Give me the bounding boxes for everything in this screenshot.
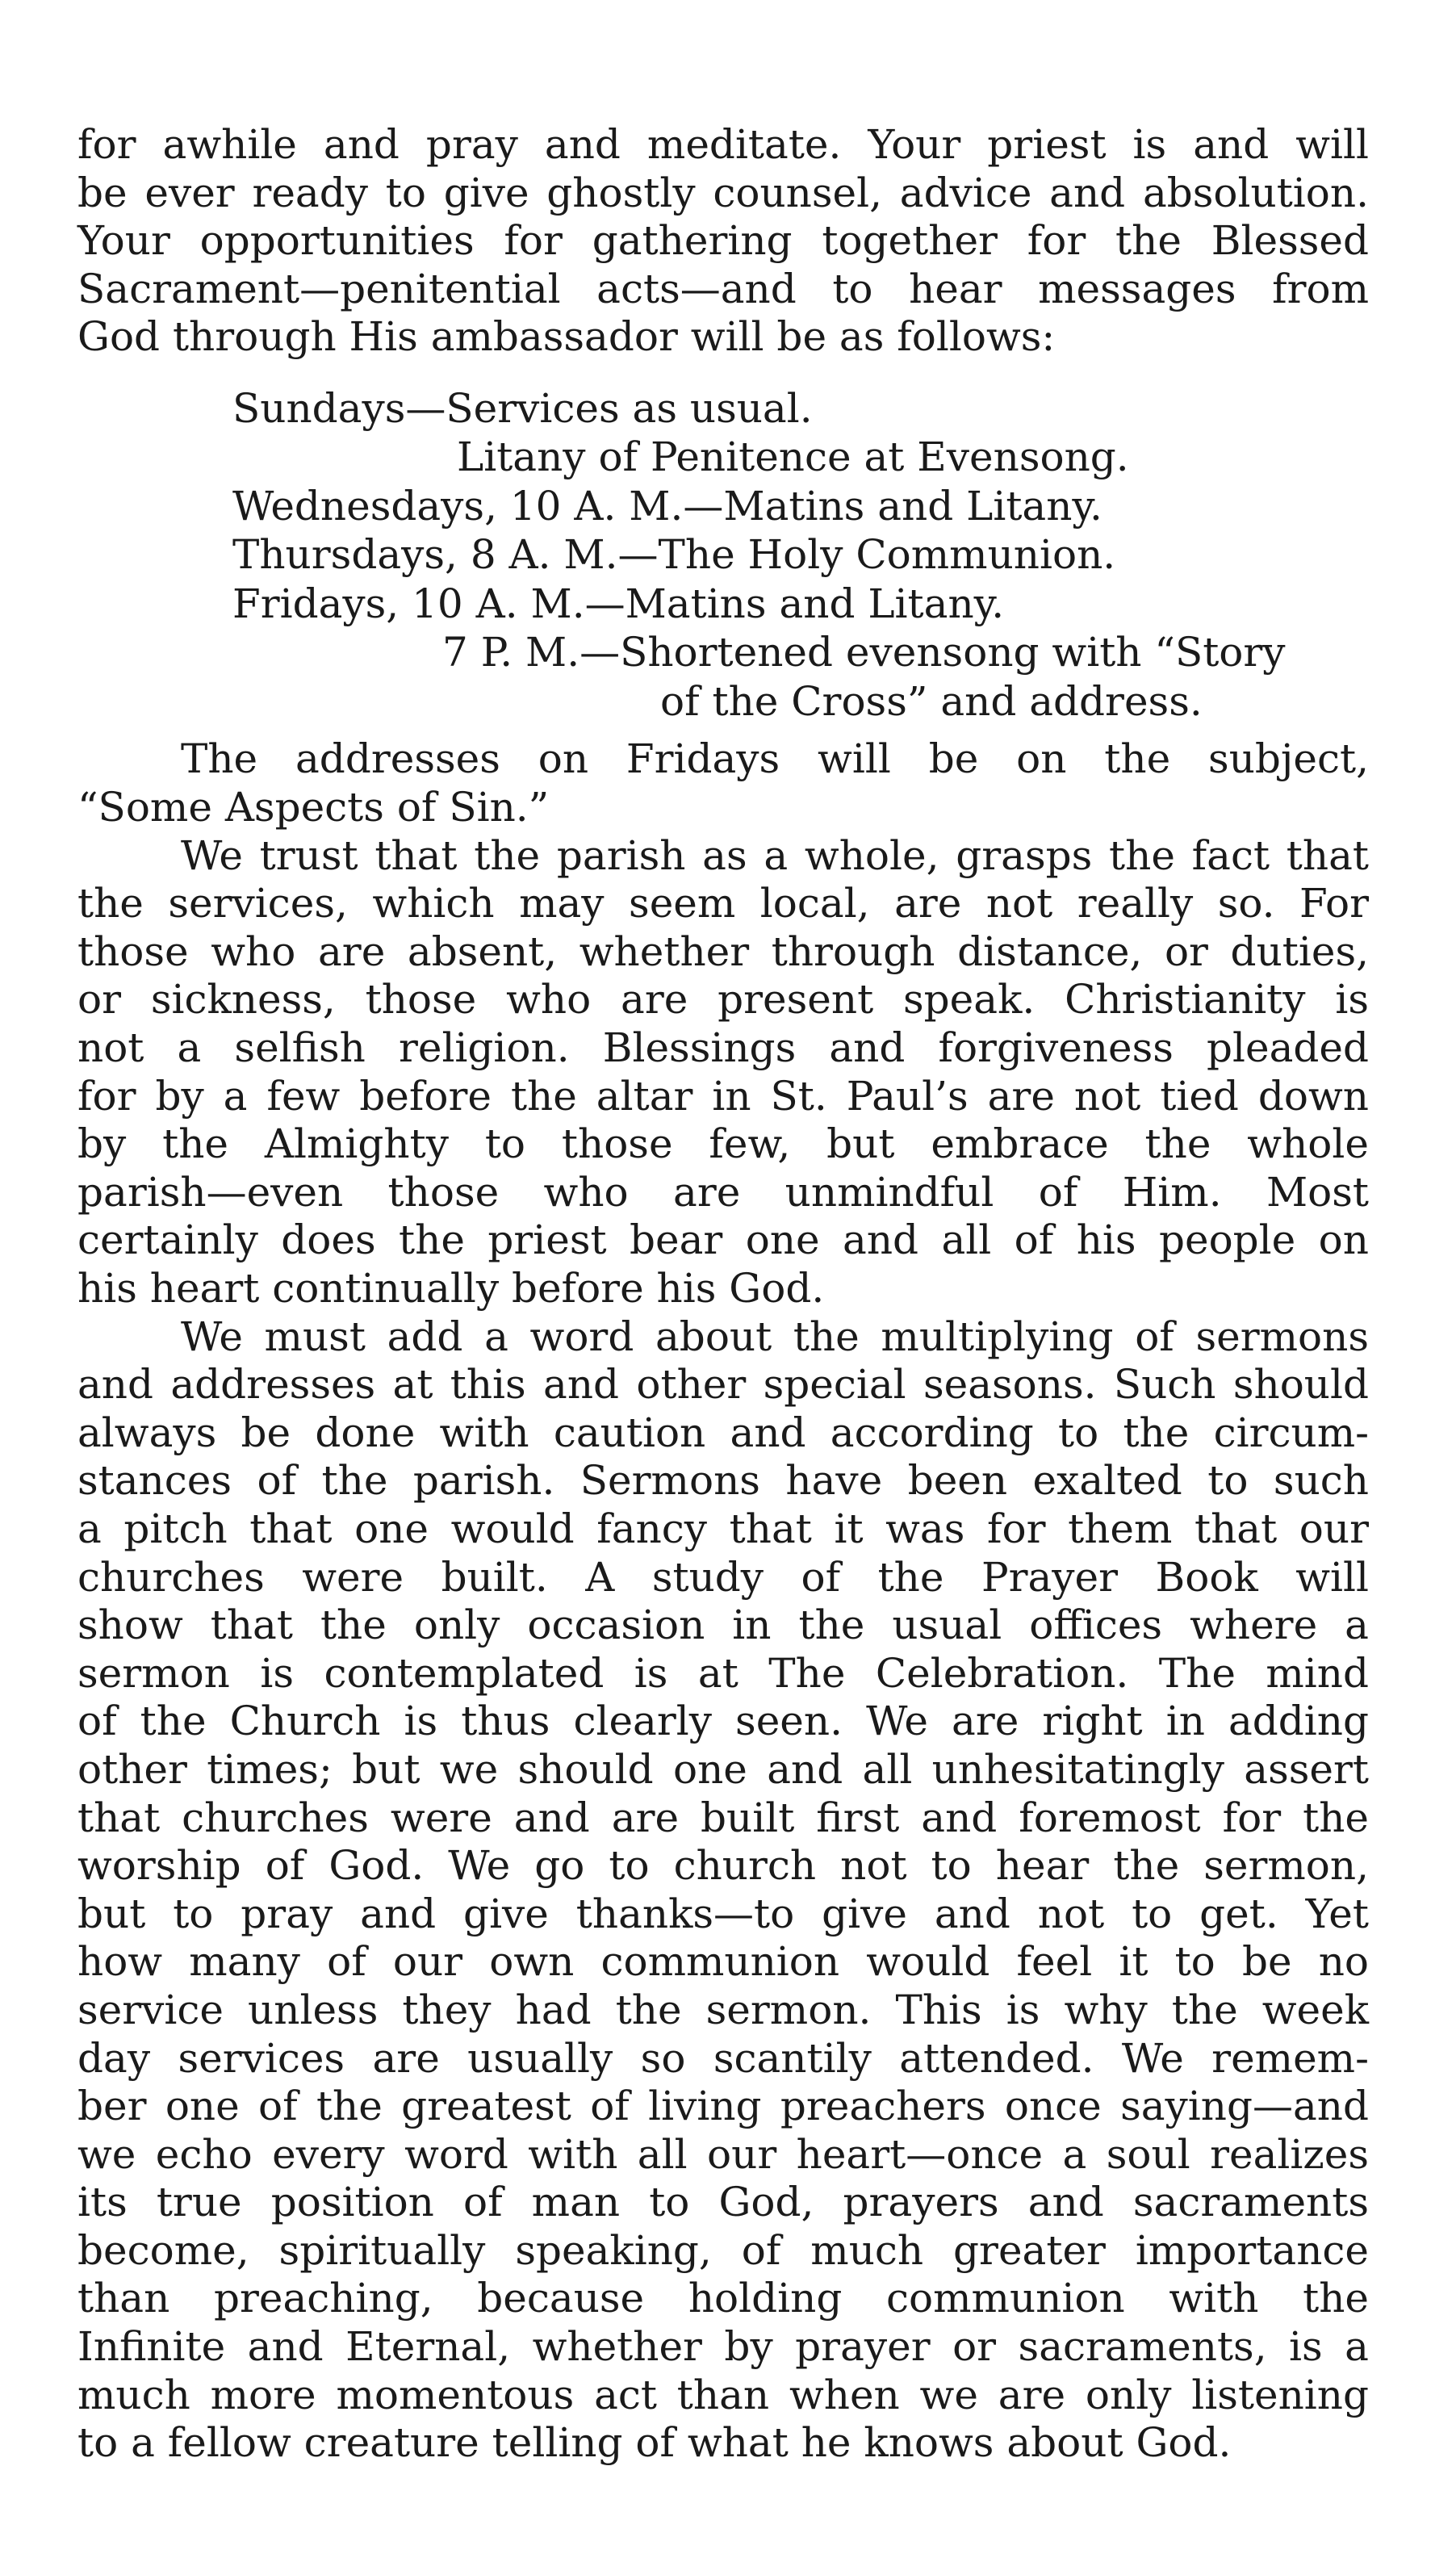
text-line: those who are absent, whether through distance, or duties, bbox=[77, 927, 1369, 975]
text-line: service unless they had the sermon. This is why the week bbox=[77, 1986, 1369, 2033]
text-line: “Some Aspects of Sin.” bbox=[77, 784, 550, 831]
text-line: God through His ambassador will be as follows: bbox=[77, 313, 1056, 361]
schedule-thursdays: Thursdays, 8 A. M.—The Holy Communion. bbox=[232, 531, 1116, 579]
schedule-fridays: Fridays, 10 A. M.—Matins and Litany. bbox=[232, 580, 1005, 627]
text-line: of the Church is thus clearly seen. We are right in adding bbox=[77, 1698, 1369, 1745]
text-line: ber one of the greatest of living preachers once saying—and bbox=[77, 2083, 1369, 2130]
service-schedule bbox=[77, 384, 1369, 726]
schedule-sundays: Sundays—Services as usual. bbox=[232, 384, 813, 432]
text-line: The addresses on Fridays will be on the subject, bbox=[181, 735, 1369, 783]
text-line: and addresses at this and other special seasons. Such should bbox=[77, 1361, 1369, 1409]
addresses-paragraph bbox=[77, 735, 1369, 831]
text-line: but to pray and give thanks—to give and not to get. Yet bbox=[77, 1890, 1369, 1937]
schedule-fridays-evening: 7 P. M.—Shortened evensong with “Story bbox=[442, 629, 1286, 676]
text-line: be ever ready to give ghostly counsel, advice and absolution. bbox=[77, 169, 1369, 216]
intro-paragraph bbox=[77, 121, 1369, 362]
text-line: certainly does the priest bear one and all of his people on bbox=[77, 1216, 1369, 1264]
schedule-wednesdays: Wednesdays, 10 A. M.—Matins and Litany. bbox=[232, 482, 1102, 530]
sermons-paragraph bbox=[77, 1313, 1369, 2468]
schedule-fridays-evening-cont: of the Cross” and address. bbox=[660, 677, 1203, 725]
text-line: a pitch that one would fancy that it was for them that our bbox=[77, 1505, 1369, 1552]
text-line: show that the only occasion in the usual offices where a bbox=[77, 1601, 1369, 1649]
text-line: the services, which may seem local, are not really so. For bbox=[77, 880, 1369, 927]
text-line: or sickness, those who are present speak. Christianity is bbox=[77, 976, 1369, 1024]
text-line: day services are usually so scantily attended. We remem- bbox=[77, 2034, 1369, 2082]
text-line: much more momentous act than when we are only listening bbox=[77, 2371, 1369, 2418]
text-line: not a selfish religion. Blessings and forgiveness pleaded bbox=[77, 1024, 1369, 1072]
text-line: parish—even those who are unmindful of Him. Most bbox=[77, 1168, 1369, 1216]
text-line: to a fellow creature telling of what he knows about God. bbox=[77, 2419, 1232, 2467]
schedule-sundays-litany: Litany of Penitence at Evensong. bbox=[457, 433, 1129, 481]
text-line: than preaching, because holding communion with the bbox=[77, 2275, 1369, 2322]
text-line: how many of our own communion would feel it to be no bbox=[77, 1938, 1369, 1986]
text-line: that churches were and are built first and foremost for the bbox=[77, 1794, 1369, 1841]
text-line: always be done with caution and according to the circum- bbox=[77, 1409, 1369, 1456]
text-line: by the Almighty to those few, but embrace the whole bbox=[77, 1120, 1369, 1168]
text-line: its true position of man to God, prayers and sacraments bbox=[77, 2179, 1369, 2226]
text-line: for by a few before the altar in St. Paul’s are not tied down bbox=[77, 1072, 1369, 1120]
text-line: churches were built. A study of the Prayer Book will bbox=[77, 1553, 1369, 1601]
trust-paragraph bbox=[77, 832, 1369, 1313]
text-line: Infinite and Eternal, whether by prayer or sacraments, is a bbox=[77, 2323, 1369, 2371]
text-line: other times; but we should one and all unhesitatingly assert bbox=[77, 1745, 1369, 1793]
text-line: for awhile and pray and meditate. Your priest is and will bbox=[77, 121, 1369, 168]
text-line: Your opportunities for gathering together for the Blessed bbox=[77, 217, 1369, 265]
text-line: worship of God. We go to church not to hear the sermon, bbox=[77, 1842, 1369, 1890]
text-line: stances of the parish. Sermons have been exalted to such bbox=[77, 1457, 1369, 1505]
text-line: Sacrament—penitential acts—and to hear messages from bbox=[77, 265, 1369, 312]
text-line: We must add a word about the multiplying of sermons bbox=[181, 1313, 1369, 1360]
text-line: we echo every word with all our heart—once a soul realizes bbox=[77, 2130, 1369, 2178]
text-line: his heart continually before his God. bbox=[77, 1265, 825, 1312]
article-column bbox=[77, 121, 1369, 2468]
text-line: We trust that the parish as a whole, grasps the fact that bbox=[181, 831, 1369, 879]
text-line: become, spiritually speaking, of much greater importance bbox=[77, 2226, 1369, 2274]
text-line: sermon is contemplated is at The Celebration. The mind bbox=[77, 1649, 1369, 1697]
